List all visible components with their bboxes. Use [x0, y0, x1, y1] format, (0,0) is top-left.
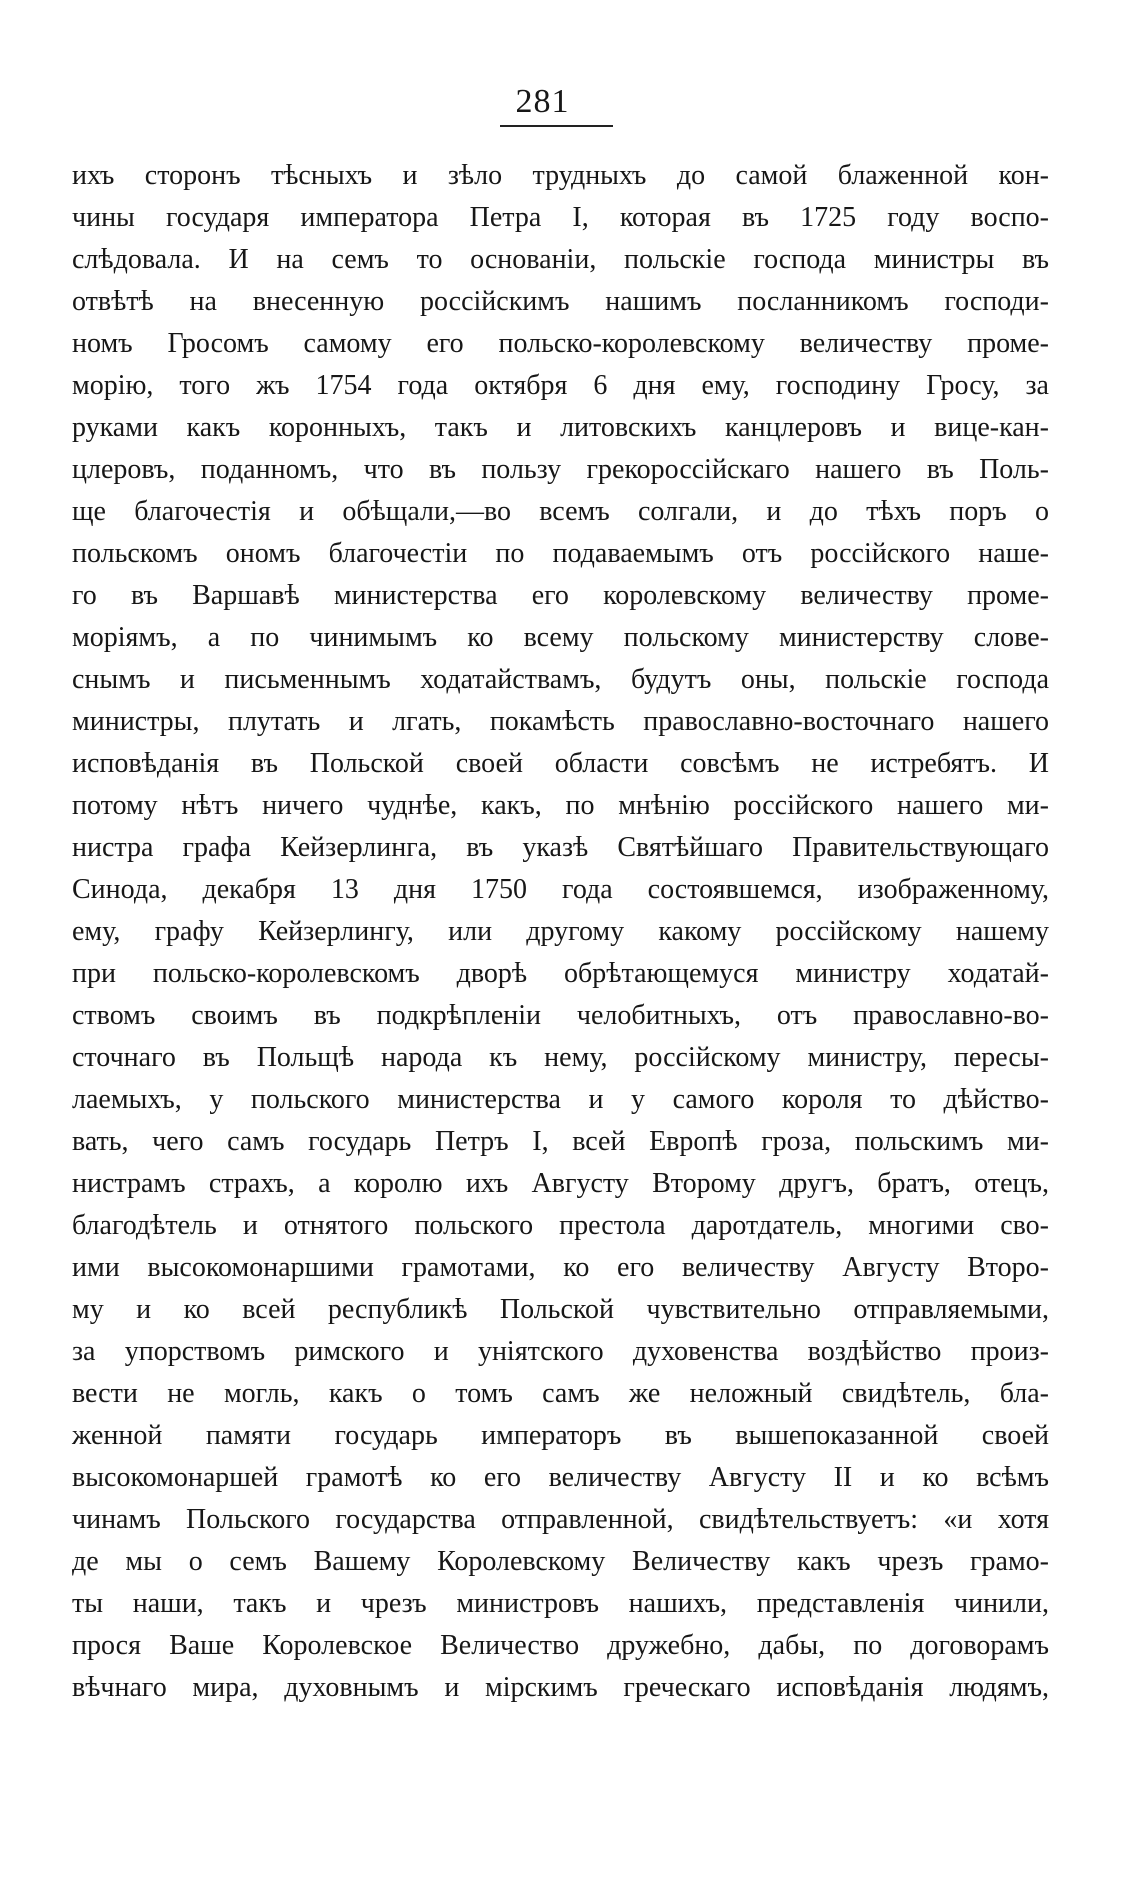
page-number-rule — [500, 125, 613, 127]
text-line: при польско-королевскомъ дворѣ обрѣтающемуся министру ходатай- — [72, 958, 1049, 989]
text-line: нистрамъ страхъ, а королю ихъ Августу Второму другъ, братъ, отецъ, — [72, 1168, 1049, 1199]
text-line: вести не могль, какъ о томъ самъ же неложный свидѣтель, бла- — [72, 1378, 1049, 1409]
text-line: номъ Гросомъ самому его польско-королевскому величеству проме- — [72, 328, 1049, 359]
text-line: за упорствомъ римского и уніятского духовенства воздѣйство произ- — [72, 1336, 1049, 1367]
text-line: лаемыхъ, у польского министерства и у самого короля то дѣйство- — [72, 1084, 1049, 1115]
text-line: чинамъ Польского государства отправленной, свидѣтельствуетъ: «и хотя — [72, 1504, 1049, 1535]
text-line: министры, плутать и лгать, покамѣсть православно-восточнаго нашего — [72, 706, 1049, 737]
text-line: высокомонаршей грамотѣ ко его величеству Августу II и ко всѣмъ — [72, 1462, 1049, 1493]
text-line: женной памяти государь императоръ въ вышепоказанной своей — [72, 1420, 1049, 1451]
text-line: польскомъ ономъ благочестіи по подаваемымъ отъ россійского наше- — [72, 538, 1049, 569]
text-line: де мы о семъ Вашему Королевскому Величеству какъ чрезъ грамо- — [72, 1546, 1049, 1577]
text-line: слѣдовала. И на семъ то основаніи, польскіе господа министры въ — [72, 244, 1049, 275]
text-line: вѣчнаго мира, духовнымъ и мірскимъ греческаго исповѣданія людямъ, — [72, 1672, 1049, 1703]
text-line: нистра графа Кейзерлинга, въ указѣ Святѣйшаго Правительствующаго — [72, 832, 1049, 863]
text-line: исповѣданія въ Польской своей области совсѣмъ не истребятъ. И — [72, 748, 1049, 779]
text-line: отвѣтѣ на внесенную россійскимъ нашимъ посланникомъ господи- — [72, 286, 1049, 317]
text-line: ты наши, такъ и чрезъ министровъ нашихъ, представленія чинили, — [72, 1588, 1049, 1619]
text-line: руками какъ коронныхъ, такъ и литовскихъ канцлеровъ и вице-кан- — [72, 412, 1049, 443]
text-line: цлеровъ, поданномъ, что въ пользу грекороссійскаго нашего въ Поль- — [72, 454, 1049, 485]
text-line: го въ Варшавѣ министерства его королевскому величеству проме- — [72, 580, 1049, 611]
text-line: сточнаго въ Польщѣ народа къ нему, россійскому министру, пересы- — [72, 1042, 1049, 1073]
body-text — [72, 155, 1049, 1755]
text-line: ихъ сторонъ тѣсныхъ и зѣло трудныхъ до самой блаженной кон- — [72, 160, 1049, 191]
text-line: ствомъ своимъ въ подкрѣпленіи челобитныхъ, отъ православно-во- — [72, 1000, 1049, 1031]
text-line: вать, чего самъ государь Петръ I, всей Европѣ гроза, польскимъ ми- — [72, 1126, 1049, 1157]
text-line: снымъ и письменнымъ ходатайствамъ, будутъ оны, польскіе господа — [72, 664, 1049, 695]
text-line: прося Ваше Королевское Величество дружебно, дабы, по договорамъ — [72, 1630, 1049, 1661]
text-line: ще благочестія и обѣщали,—во всемъ солгали, и до тѣхъ поръ о — [72, 496, 1049, 527]
text-line: моріямъ, а по чинимымъ ко всему польскому министерству слове- — [72, 622, 1049, 653]
text-line: чины государя императора Петра I, которая въ 1725 году воспо- — [72, 202, 1049, 233]
text-line: благодѣтель и отнятого польского престола даротдатель, многими сво- — [72, 1210, 1049, 1241]
text-line: му и ко всей республикѣ Польской чувствительно отправляемыми, — [72, 1294, 1049, 1325]
text-line: ими высокомонаршими грамотами, ко его величеству Августу Второ- — [72, 1252, 1049, 1283]
text-line: Синода, декабря 13 дня 1750 года состоявшемся, изображенному, — [72, 874, 1049, 905]
text-line: ему, графу Кейзерлингу, или другому какому россійскому нашему — [72, 916, 1049, 947]
text-line: потому нѣтъ ничего чуднѣе, какъ, по мнѣнію россійского нашего ми- — [72, 790, 1049, 821]
text-line: морію, того жъ 1754 года октября 6 дня ему, господину Гросу, за — [72, 370, 1049, 401]
page-number: 281 — [515, 83, 570, 120]
